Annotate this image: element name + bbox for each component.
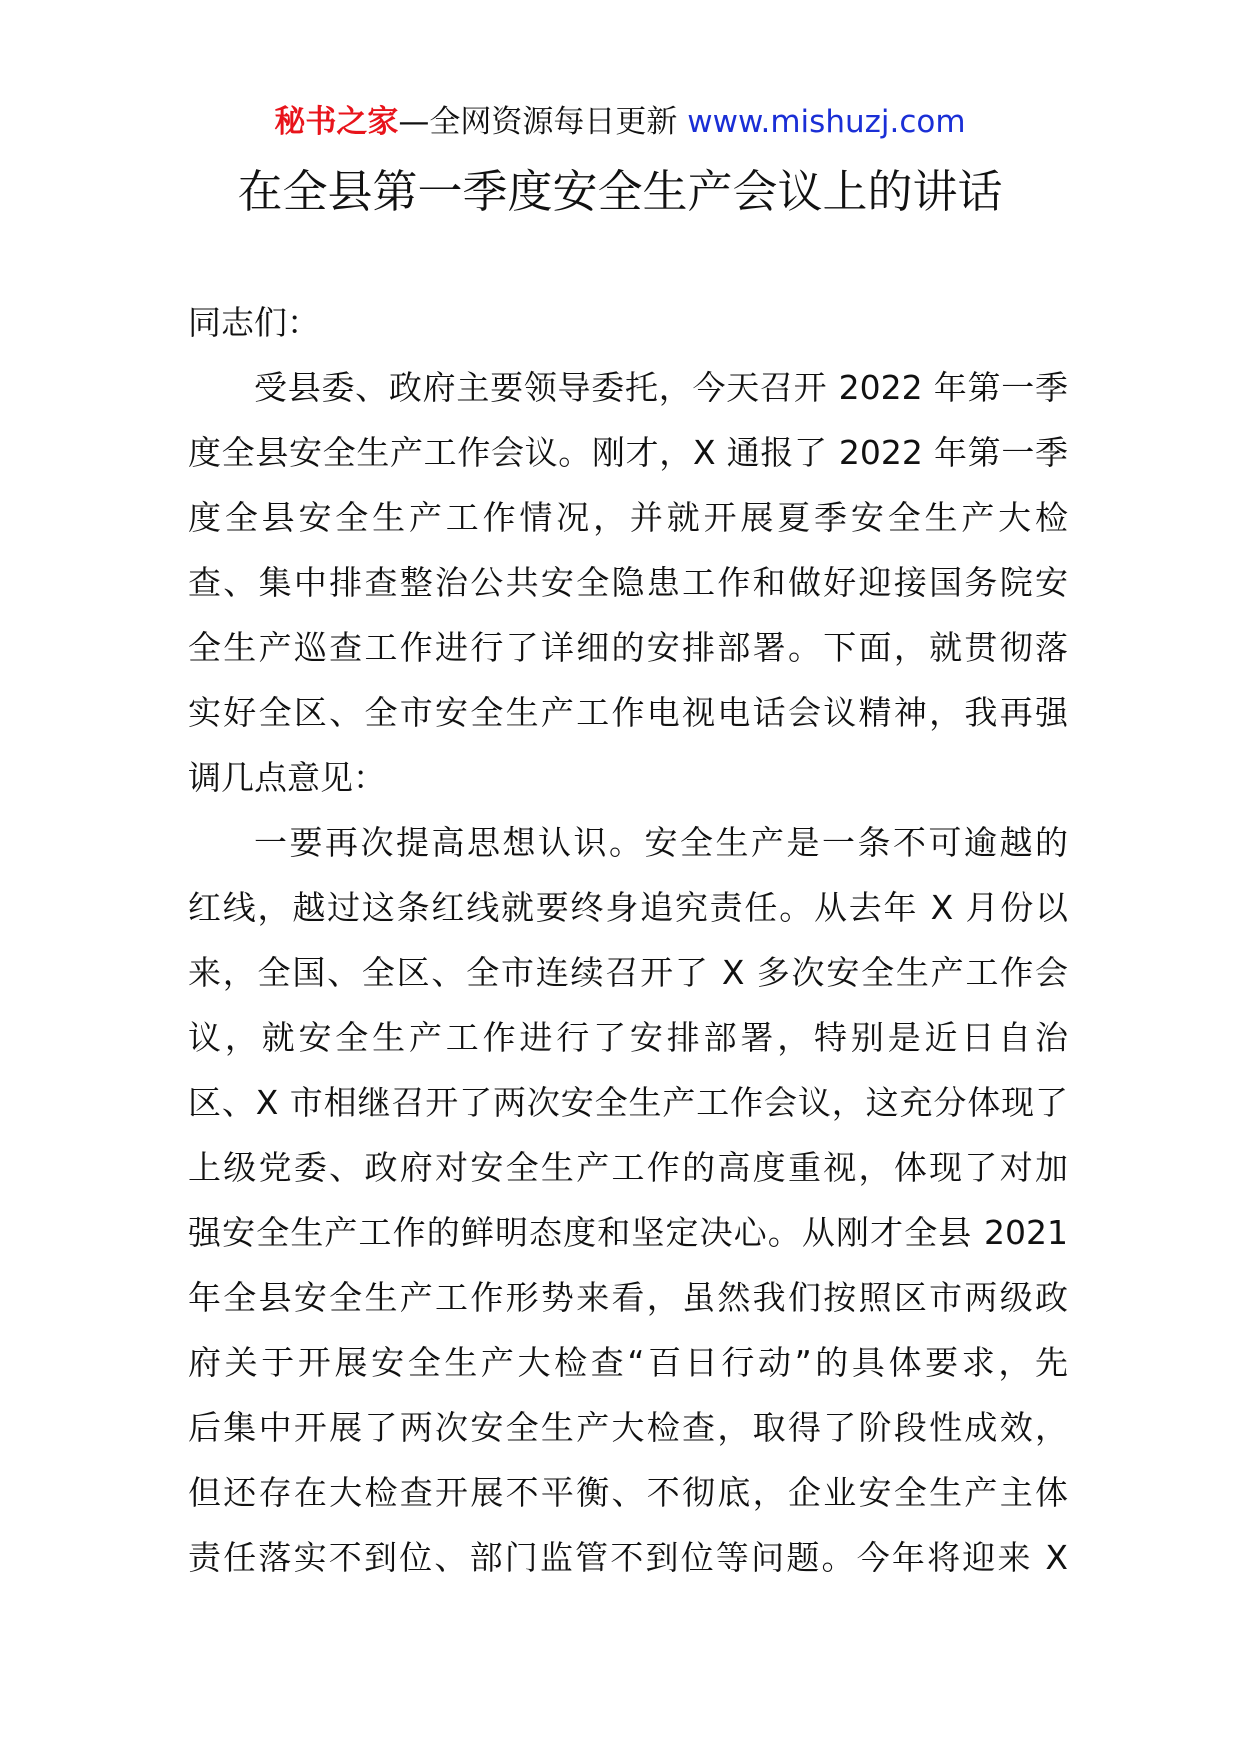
text-line: 查、集中排查整治公共安全隐患工作和做好迎接国务院安 (188, 563, 1068, 602)
text-line: 实好全区、全市安全生产工作电视电话会议精神，我再强 (188, 693, 1068, 732)
text-line: 度全县安全生产工作会议。刚才，X 通报了 2022 年第一季 (188, 433, 1068, 472)
text-line: 度全县安全生产工作情况，并就开展夏季安全生产大检 (188, 498, 1068, 537)
text-line: 一要再次提高思想认识。安全生产是一条不可逾越的 (254, 823, 1068, 862)
brand-name: 秘书之家 (274, 104, 399, 140)
text-line: 受县委、政府主要领导委托，今天召开 2022 年第一季 (254, 368, 1068, 407)
text-line: 年全县安全生产工作形势来看，虽然我们按照区市两级政 (188, 1278, 1068, 1317)
text-line: 区、X 市相继召开了两次安全生产工作会议，这充分体现了 (188, 1083, 1068, 1122)
text-line: 强安全生产工作的鲜明态度和坚定决心。从刚才全县 2021 (188, 1213, 1068, 1252)
text-line: 府关于开展安全生产大检查“百日行动”的具体要求，先 (188, 1343, 1068, 1382)
text-line: 后集中开展了两次安全生产大检查，取得了阶段性成效， (188, 1408, 1068, 1447)
text-line: 全生产巡查工作进行了详细的安排部署。下面，就贯彻落 (188, 628, 1068, 667)
document-title: 在全县第一季度安全生产会议上的讲话 (237, 165, 1003, 218)
speech-body (188, 290, 1068, 1590)
text-line: 责任落实不到位、部门监管不到位等问题。今年将迎来 X (188, 1538, 1068, 1577)
text-line: 红线，越过这条红线就要终身追究责任。从去年 X 月份以 (188, 888, 1068, 927)
salutation: 同志们： (188, 303, 320, 342)
header-tagline: —全网资源每日更新 (398, 104, 678, 140)
text-line: 议，就安全生产工作进行了安排部署，特别是近日自治 (188, 1018, 1068, 1057)
site-url-link[interactable]: www.mishuzj.com (687, 104, 966, 140)
text-line: 上级党委、政府对安全生产工作的高度重视，体现了对加 (188, 1148, 1068, 1187)
text-line: 来，全国、全区、全市连续召开了 X 多次安全生产工作会 (188, 953, 1068, 992)
text-line: 但还存在大检查开展不平衡、不彻底，企业安全生产主体 (188, 1473, 1068, 1512)
text-line: 调几点意见： (188, 758, 386, 797)
site-header (0, 100, 1240, 144)
